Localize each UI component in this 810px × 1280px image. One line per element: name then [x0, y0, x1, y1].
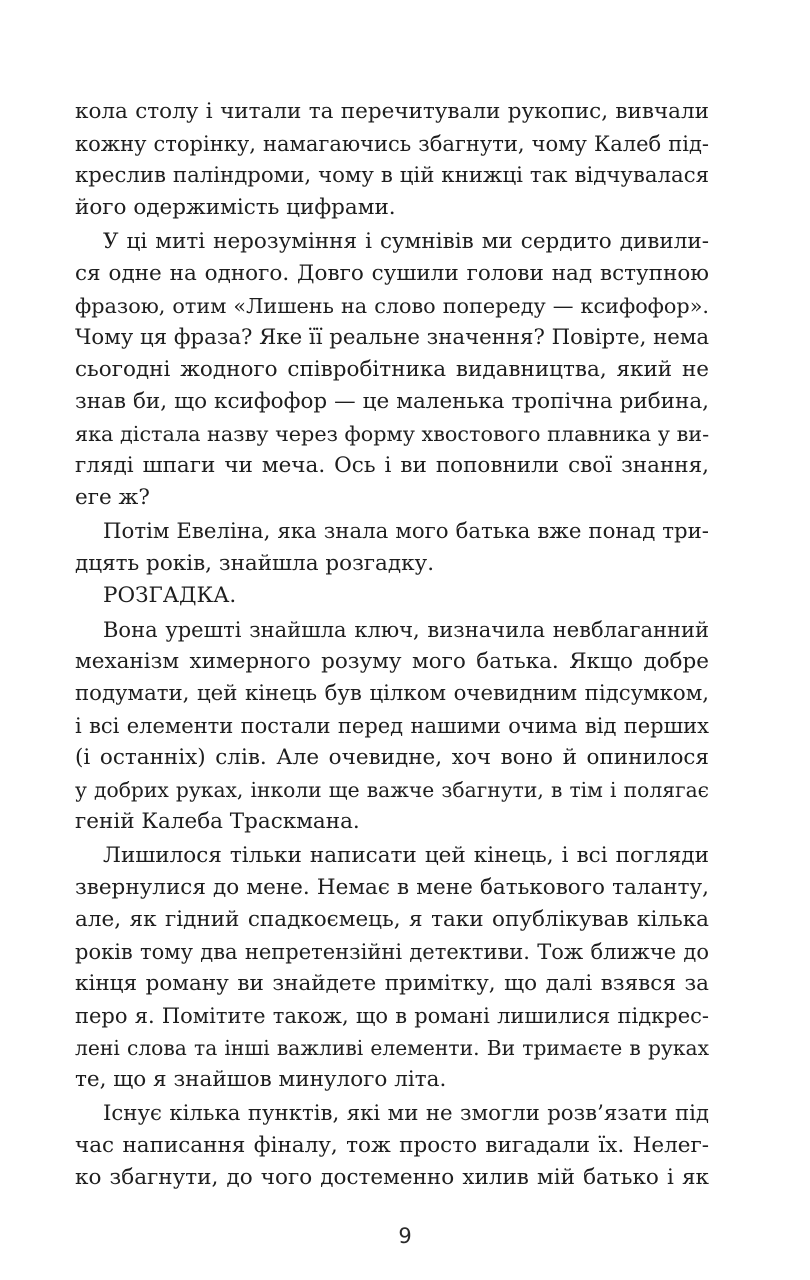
text-line: сьогодні жодного співробітника видавництва, який не [75, 357, 709, 382]
section-heading: РОЗГАДКА. [103, 583, 237, 608]
text-line: років тому два непретензійні детективи. Тож ближче до [75, 940, 709, 964]
text-line: те, що я знайшов минулого літа. [75, 1067, 447, 1092]
text-line: ко збагнути, до чого достеменно хилив мій батько і як [75, 1165, 709, 1190]
text-line: знав би, що ксифофор — це маленька тропічна рибина, [75, 389, 709, 414]
text-line: ся одне на одного. Довго сушили голови над вступною [75, 261, 709, 286]
text-line: Вона урешті знайшла ключ, визначила невблаганний [103, 618, 709, 642]
text-line: кінця роману ви знайдете примітку, що далі взявся за [75, 971, 709, 996]
text-line: кола столу і читали та перечитували рукопис, вивчали [75, 99, 709, 124]
text-line: але, як гідний спадкоємець, я таки опублікував кілька [75, 907, 709, 932]
text-line: У ці миті нерозуміння і сумнівів ми сердито дивили- [103, 229, 709, 254]
text-line: час написання фіналу, тож просто вигадали їх. Нелег- [75, 1133, 709, 1158]
text-line: лені слова та інші важливі елементи. Ви тримаєте в руках [75, 1036, 709, 1060]
text-line: Існує кілька пунктів, які ми не змогли розв’язати під [103, 1101, 709, 1126]
text-line: еге ж? [75, 485, 150, 510]
text-line: Чому ця фраза? Яке її реальне значення? Повірте, нема [75, 325, 709, 350]
text-line: (і останніх) слів. Але очевидне, хоч воно й опинилося [75, 745, 709, 770]
text-line: перо я. Помітите також, що в романі лишилися підкрес- [75, 1004, 709, 1028]
text-line: яка дістала назву через форму хвостового плавника у ви- [75, 422, 709, 446]
text-line: його одержимість цифрами. [75, 195, 396, 220]
text-line: Лишилося тільки написати цей кінець, і всі погляди [103, 843, 709, 868]
text-line: і всі елементи постали перед нашими очима від перших [75, 714, 709, 738]
page-number: 9 [398, 1224, 412, 1248]
text-line: звернулися до мене. Немає в мене батькового таланту, [75, 875, 709, 900]
text-line: гляді шпаги чи меча. Ось і ви поповнили свої знання, [75, 453, 709, 478]
text-line: механізм химерного розуму мого батька. Якщо добре [75, 649, 709, 674]
text-line: фразою, отим «Лишень на слово попереду — ксифофор». [75, 294, 709, 318]
text-line: у добрих руках, інколи ще важче збагнути, в тім і полягає [75, 778, 709, 802]
text-line: кожну сторінку, намагаючись збагнути, чому Калеб під- [75, 132, 709, 156]
text-line: креслив паліндроми, чому в цій книжці так відчувалася [75, 163, 709, 188]
text-line: геній Калеба Траскмана. [75, 809, 360, 834]
text-line: подумати, цей кінець був цілком очевидним підсумком, [75, 681, 709, 706]
text-line: дцять років, знайшла розгадку. [75, 551, 435, 576]
text-line: Потім Евеліна, яка знала мого батька вже понад три- [103, 519, 709, 544]
